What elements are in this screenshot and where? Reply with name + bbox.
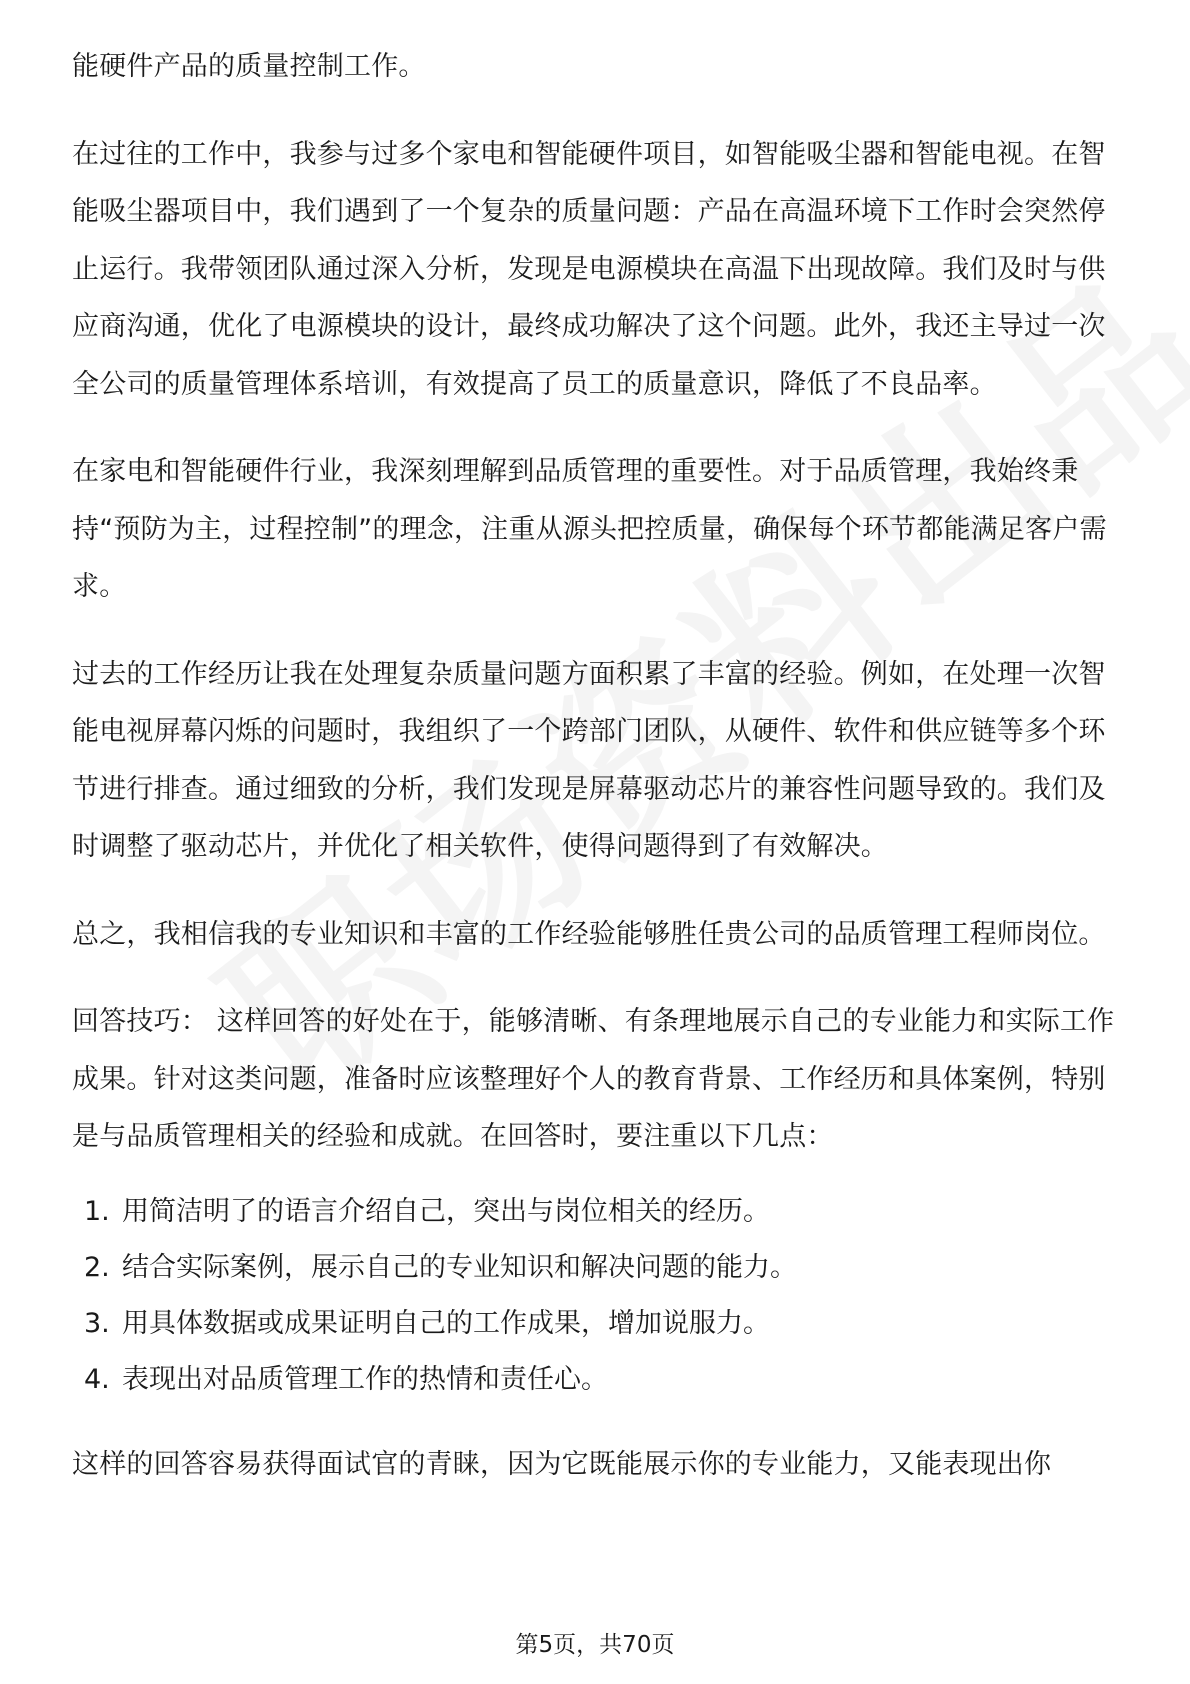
page-footer: 第5页，共70页 [515,1632,675,1658]
list-item [72,1240,1122,1296]
paragraph-philosophy: 在家电和智能硬件行业，我深刻理解到品质管理的重要性。对于品质管理，我始终秉持“预防为主，过程控制”的理念，注重从源头把控质量，确保每个环节都能满足客户需求。 [72,456,1107,602]
paragraph-continuation: 能硬件产品的质量控制工作。 [72,51,426,82]
list-text: 用简洁明了的语言介绍自己，突出与岗位相关的经历。 [122,1195,770,1227]
list-text: 结合实际案例，展示自己的专业知识和解决问题的能力。 [122,1251,797,1283]
list-text: 用具体数据或成果证明自己的工作成果，增加说服力。 [122,1307,770,1339]
paragraph-case: 过去的工作经历让我在处理复杂质量问题方面积累了丰富的经验。例如，在处理一次智能电视屏幕闪烁的问题时，我组织了一个跨部门团队，从硬件、软件和供应链等多个环节进行排查。通过细致的分析，我们发现是屏幕驱动芯片的兼容性问题导致的。我们及时调整了驱动芯片，并优化了相关软件，使得问题得到了有效解决。 [72,658,1106,862]
list-item [72,1352,1122,1408]
tips-list [72,1184,1122,1408]
list-text: 表现出对品质管理工作的热情和责任心。 [122,1363,608,1395]
list-number: 2. [84,1251,110,1283]
list-number: 3. [84,1307,110,1339]
list-item [72,1296,1122,1352]
list-number: 1. [84,1195,110,1227]
paragraph-closing: 这样的回答容易获得面试官的青睐，因为它既能展示你的专业能力，又能表现出你 [72,1448,1052,1480]
paragraph-experience: 在过往的工作中，我参与过多个家电和智能硬件项目，如智能吸尘器和智能电视。在智能吸尘器项目中，我们遇到了一个复杂的质量问题：产品在高温环境下工作时会突然停止运行。我带领团队通过深入分析，发现是电源模块在高温下出现故障。我们及时与供应商沟通，优化了电源模块的设计，最终成功解决了这个问题。此外，我还主导过一次全公司的质量管理体系培训，有效提高了员工的质量意识，降低了不良品率。 [72,138,1106,400]
paragraph-summary: 总之，我相信我的专业知识和丰富的工作经验能够胜任贵公司的品质管理工程师岗位。 [72,918,1106,950]
list-item [72,1184,1122,1240]
paragraph-tips-intro: 回答技巧： 这样回答的好处在于，能够清晰、有条理地展示自己的专业能力和实际工作成果。针对这类问题，准备时应该整理好个人的教育背景、工作经历和具体案例，特别是与品质管理相关的经验和成就。在回答时，要注重以下几点： [72,1006,1115,1152]
list-number: 4. [84,1363,110,1395]
page-content [72,38,1122,1523]
